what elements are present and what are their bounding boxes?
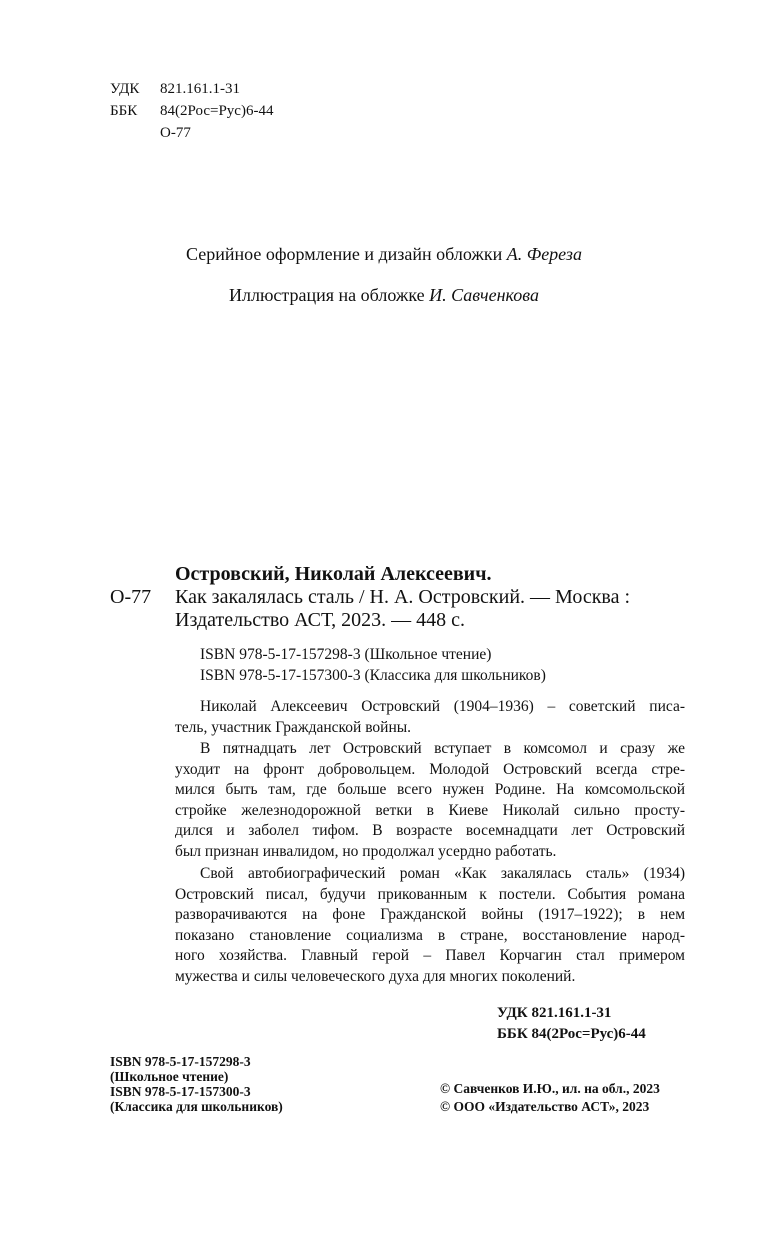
- illustration-credit-text: Иллюстрация на обложке: [229, 285, 425, 305]
- design-credit-name: А. Фереза: [506, 244, 582, 264]
- footer-series-1: (Школьное чтение): [110, 1069, 229, 1084]
- annotation-line: Свой автобиографический роман «Как закалялась сталь» (1934): [200, 865, 685, 882]
- design-credit-text: Серийное оформление и дизайн обложки: [186, 244, 503, 264]
- annotation-line: мился быть там, где больше всего нужен Родине. На комсомольской: [175, 781, 685, 799]
- annotation-line: Островский писал, будучи прикованным к постели. События романа: [175, 885, 685, 903]
- isbn-line-1: ISBN 978-5-17-157298-3 (Школьное чтение): [200, 646, 492, 663]
- annotation-line: мужества и силы человеческого духа для многих поколений.: [175, 967, 576, 985]
- footer-series-2: (Классика для школьников): [110, 1099, 283, 1114]
- copyright-line-2: © ООО «Издательство АСТ», 2023: [440, 1099, 650, 1114]
- illustration-credit: [0, 283, 768, 307]
- footer-bbk: ББК 84(2Рос=Рус)6-44: [497, 1026, 646, 1042]
- footer-udk: УДК 821.161.1-31: [497, 1005, 612, 1021]
- annotation-line: стройке железнодорожной ветки в Киеве Николай сильно просту-: [175, 801, 685, 819]
- annotation-line: дился и заболел тифом. В возрасте восемнадцати лет Островский: [175, 822, 685, 840]
- author-heading: Островский, Николай Алексеевич.: [175, 563, 492, 585]
- design-credit: [0, 242, 768, 266]
- author-sign-top: О-77: [160, 125, 191, 141]
- udk-value: 821.161.1-31: [160, 81, 240, 97]
- annotation-line: показано становление социализма в стране, восстановление народ-: [175, 926, 685, 944]
- bbk-label: ББК: [110, 103, 138, 119]
- isbn-line-2: ISBN 978-5-17-157300-3 (Классика для школьников): [200, 667, 546, 684]
- bbk-value: 84(2Рос=Рус)6-44: [160, 103, 274, 119]
- footer-isbn-1: ISBN 978-5-17-157298-3: [110, 1054, 251, 1069]
- footer-isbn-2: ISBN 978-5-17-157300-3: [110, 1084, 251, 1099]
- copyright-line-1: © Савченков И.Ю., ил. на обл., 2023: [440, 1081, 660, 1096]
- annotation-line: уходит на фронт добровольцем. Молодой Островский всегда стре-: [175, 760, 685, 778]
- annotation-line: тель, участник Гражданской войны.: [175, 718, 412, 736]
- annotation-paragraph-2: [175, 739, 685, 863]
- annotation-paragraph-3: [175, 864, 685, 988]
- author-sign: О-77: [110, 586, 152, 608]
- annotation-paragraph-1: [175, 697, 685, 738]
- udk-label: УДК: [110, 81, 140, 97]
- annotation-line: Николай Алексеевич Островский (1904–1936) – советский писа-: [200, 698, 685, 715]
- title-line-2: Издательство АСТ, 2023. — 448 с.: [175, 609, 466, 631]
- annotation-line: был признан инвалидом, но продолжал усердно работать.: [175, 842, 557, 860]
- annotation-line: ного хозяйства. Главный герой – Павел Корчагин стал примером: [175, 947, 685, 965]
- annotation-line: разворачиваются на фоне Гражданской войны (1917–1922); в нем: [175, 906, 685, 924]
- title-line-1: Как закалялась сталь / Н. А. Островский. — Москва :: [175, 586, 631, 608]
- annotation-line: В пятнадцать лет Островский вступает в комсомол и сразу же: [200, 740, 685, 757]
- illustration-credit-name: И. Савченкова: [429, 285, 539, 305]
